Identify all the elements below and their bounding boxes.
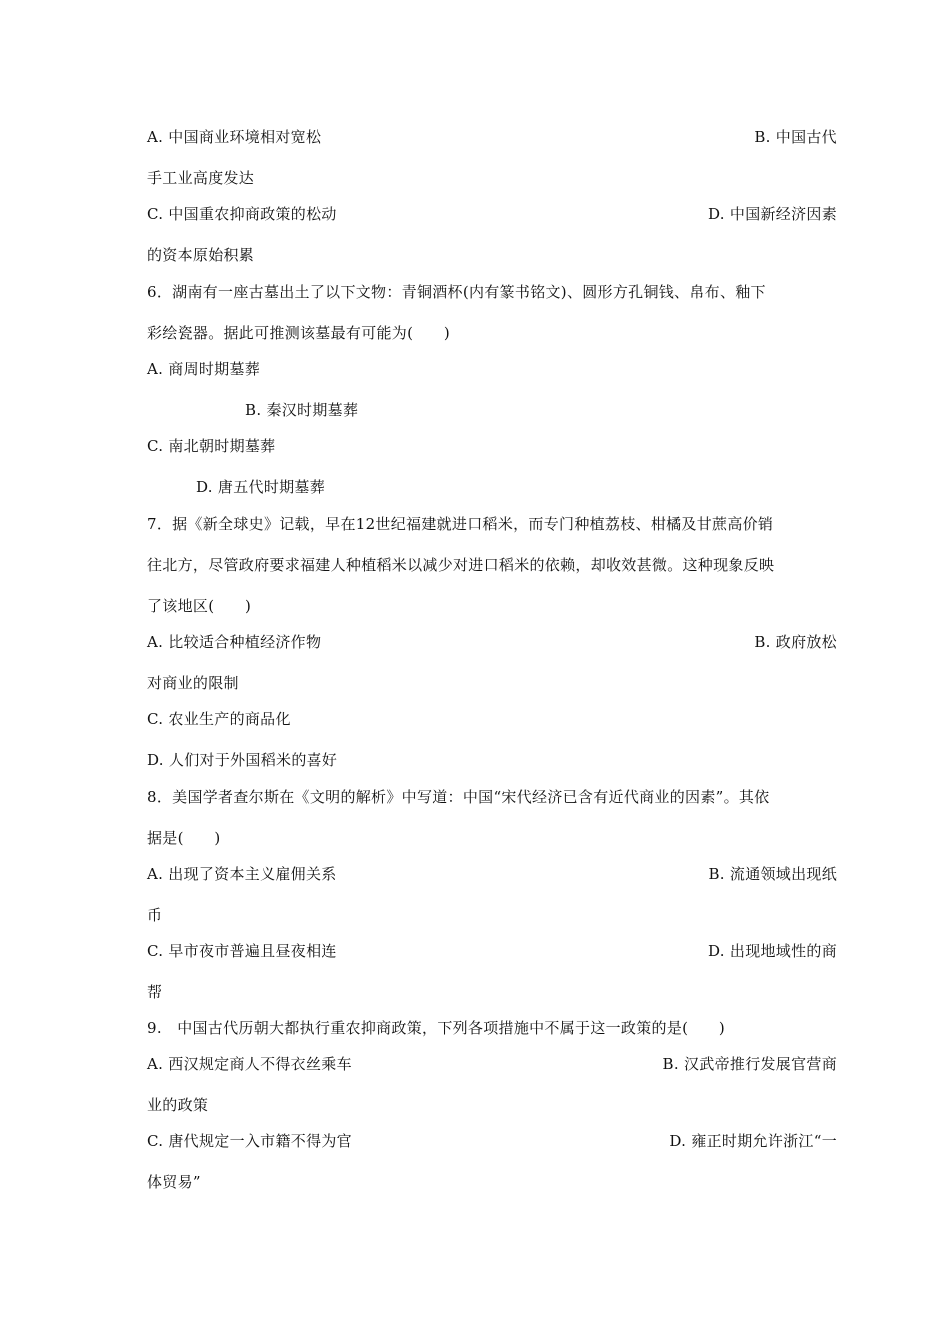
q8-option-b-continued: 币 xyxy=(147,906,163,924)
q6-option-c: C. 南北朝时期墓葬 xyxy=(147,437,276,455)
q8-option-d: D. 出现地域性的商 xyxy=(707,942,837,960)
q6-option-a: A. 商周时期墓葬 xyxy=(147,360,261,378)
q9-option-a: A. 西汉规定商人不得衣丝乘车 xyxy=(147,1055,352,1073)
q5-option-d: D. 中国新经济因素 xyxy=(707,205,837,223)
q8-stem-line1: 8．美国学者查尔斯在《文明的解析》中写道：中国“宋代经济已含有近代商业的因素”。其依 xyxy=(147,788,770,806)
q9-option-b-continued: 业的政策 xyxy=(147,1096,209,1114)
q7-option-a: A. 比较适合种植经济作物 xyxy=(147,633,322,651)
q9-stem: 9. 中国古代历朝大都执行重农抑商政策，下列各项措施中不属于这一政策的是( ) xyxy=(147,1019,726,1037)
q6-option-b: B. 秦汉时期墓葬 xyxy=(245,401,359,419)
q5-option-a: A. 中国商业环境相对宽松 xyxy=(147,128,322,146)
q6-stem-line2: 彩绘瓷器。据此可推测该墓最有可能为( ) xyxy=(147,324,451,342)
q8-stem-line2: 据是( ) xyxy=(147,829,221,847)
q5-option-d-continued: 的资本原始积累 xyxy=(147,246,255,264)
q7-option-d: D. 人们对于外国稻米的喜好 xyxy=(147,751,338,769)
q7-stem-line2: 往北方，尽管政府要求福建人种植稻米以减少对进口稻米的依赖，却收效甚微。这种现象反映 xyxy=(147,556,775,574)
q5-option-c: C. 中国重农抑商政策的松动 xyxy=(147,205,337,223)
q7-option-b-continued: 对商业的限制 xyxy=(147,674,239,692)
q7-option-c: C. 农业生产的商品化 xyxy=(147,710,291,728)
q7-option-b: B. 政府放松 xyxy=(754,633,837,651)
q6-option-d: D. 唐五代时期墓葬 xyxy=(196,478,326,496)
q9-option-c: C. 唐代规定一入市籍不得为官 xyxy=(147,1132,352,1150)
q8-option-d-continued: 帮 xyxy=(147,983,163,1001)
q9-option-b: B. 汉武帝推行发展官营商 xyxy=(662,1055,837,1073)
q7-stem-line1: 7．据《新全球史》记载，早在12世纪福建就进口稻米，而专门种植荔枝、柑橘及甘蔗高价销 xyxy=(147,515,774,533)
q5-option-b-continued: 手工业高度发达 xyxy=(147,169,255,187)
q7-stem-line3: 了该地区( ) xyxy=(147,597,252,615)
q6-stem-line1: 6．湖南有一座古墓出土了以下文物：青铜酒杯(内有篆书铭文)、圆形方孔铜钱、帛布、釉下 xyxy=(147,283,766,301)
q9-option-d-continued: 体贸易” xyxy=(147,1173,201,1191)
q8-option-a: A. 出现了资本主义雇佣关系 xyxy=(147,865,337,883)
q5-option-b: B. 中国古代 xyxy=(754,128,837,146)
q8-option-b: B. 流通领域出现纸 xyxy=(708,865,837,883)
q9-option-d: D. 雍正时期允许浙江“一 xyxy=(669,1132,837,1150)
q8-option-c: C. 早市夜市普遍且昼夜相连 xyxy=(147,942,337,960)
